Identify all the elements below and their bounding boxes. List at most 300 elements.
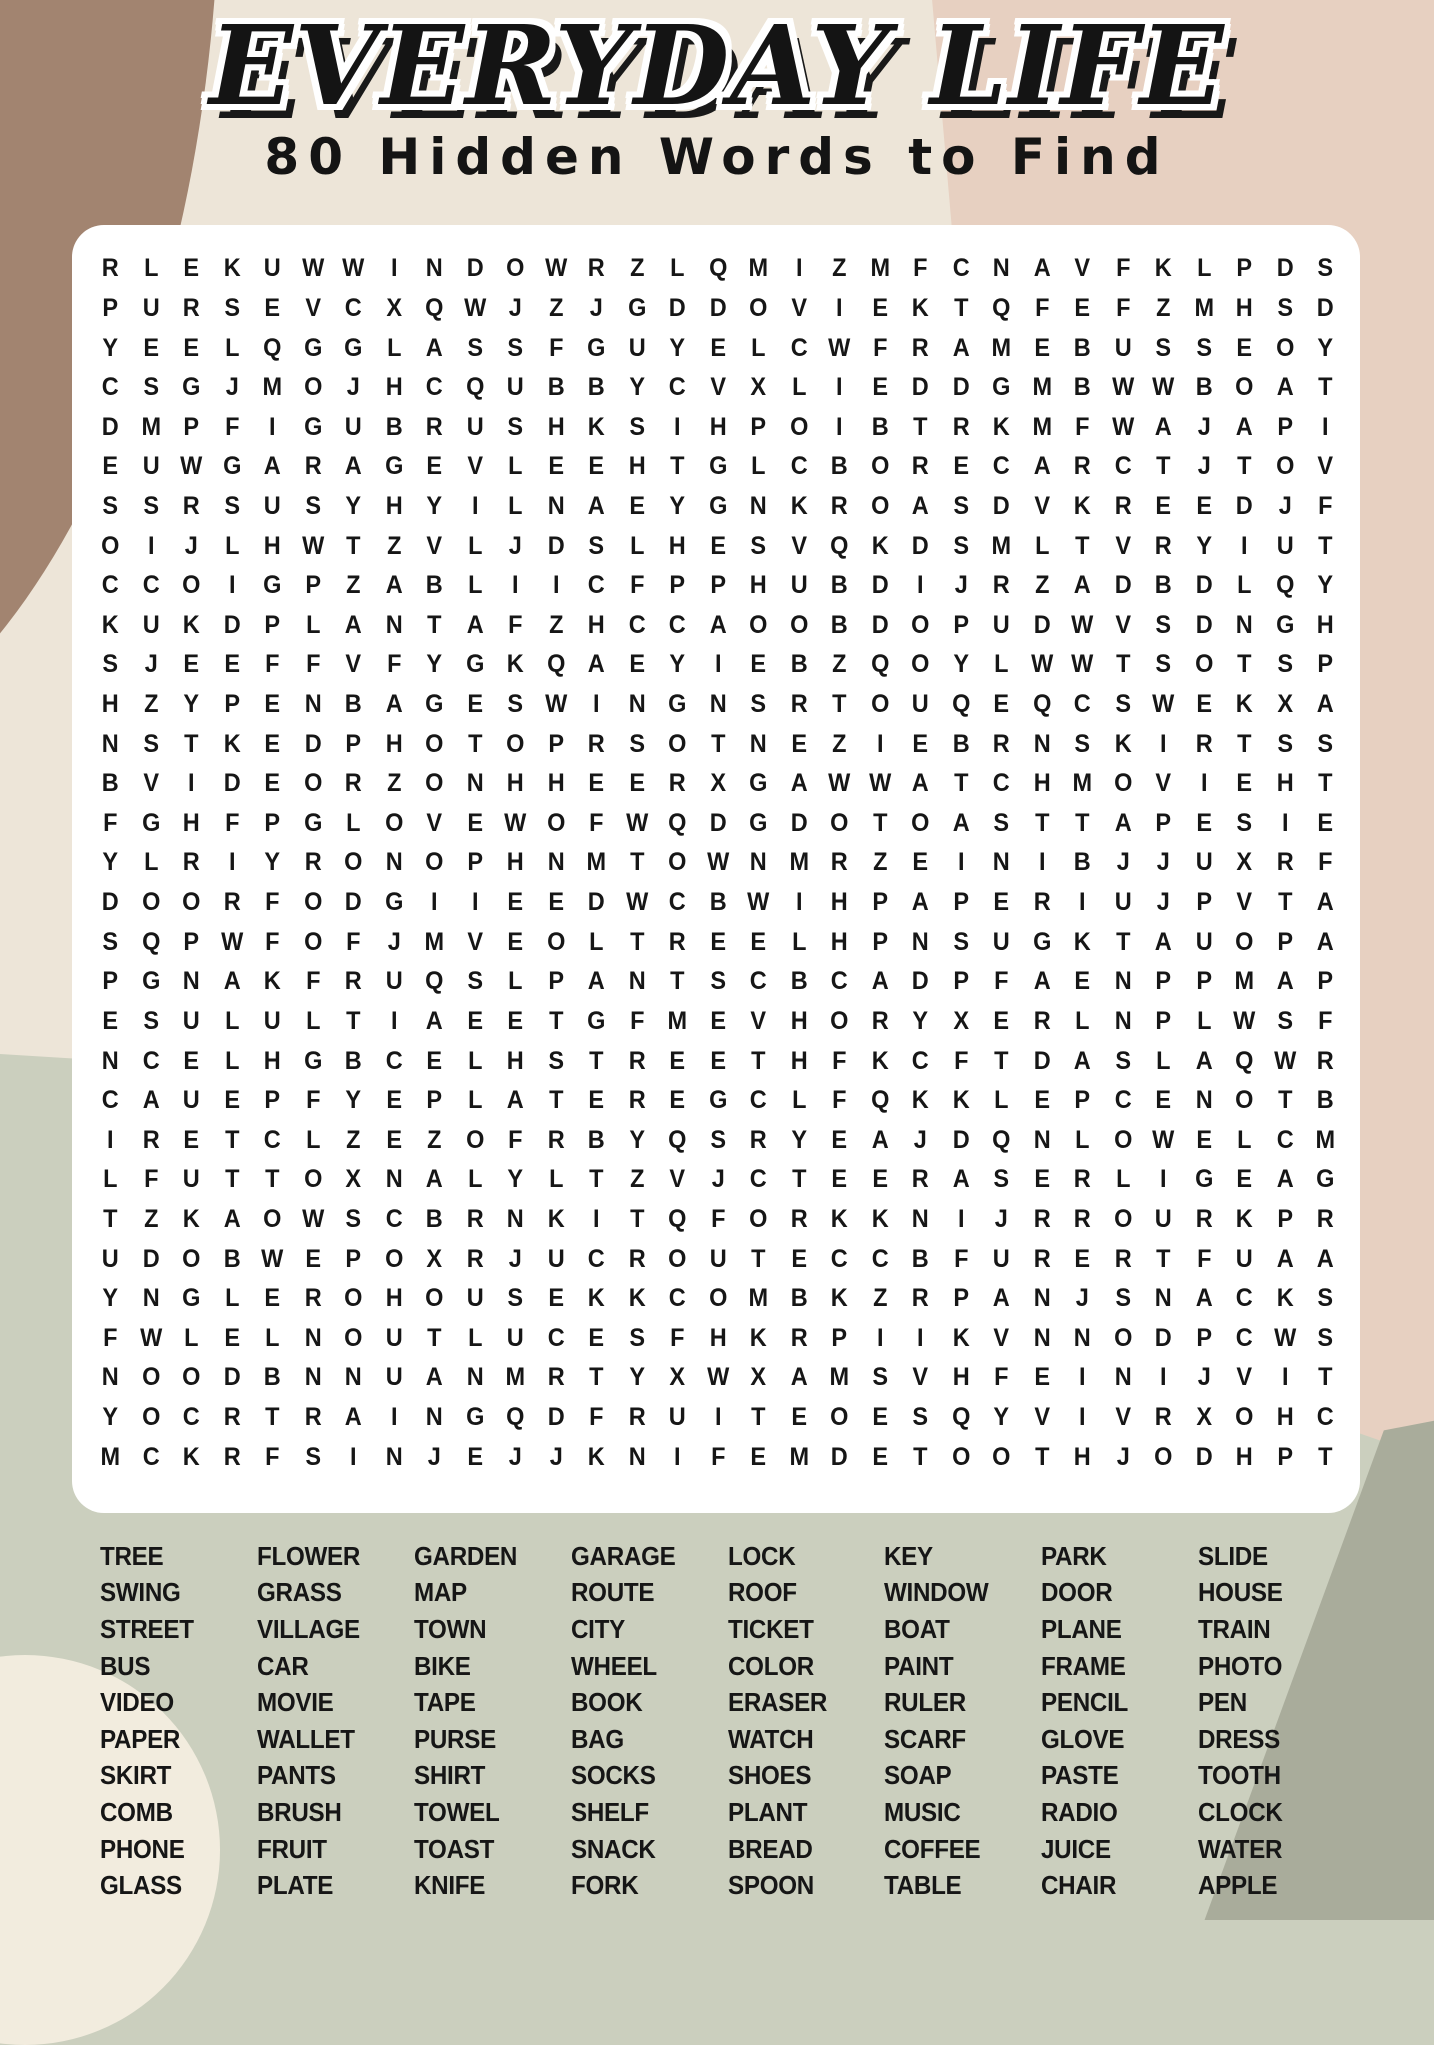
- grid-letter[interactable]: T: [1034, 1442, 1050, 1471]
- grid-letter[interactable]: E: [467, 1006, 483, 1035]
- grid-letter[interactable]: E: [467, 1442, 483, 1471]
- grid-letter[interactable]: V: [912, 1363, 929, 1392]
- grid-letter[interactable]: S: [872, 1363, 888, 1392]
- grid-letter[interactable]: S: [223, 491, 240, 520]
- grid-letter[interactable]: P: [750, 412, 767, 441]
- grid-letter[interactable]: E: [872, 1165, 888, 1194]
- grid-letter[interactable]: Y: [629, 373, 645, 402]
- grid-letter[interactable]: B: [709, 888, 727, 917]
- grid-letter[interactable]: E: [669, 1046, 686, 1075]
- grid-letter[interactable]: K: [952, 1323, 970, 1352]
- grid-letter[interactable]: E: [142, 333, 159, 362]
- grid-letter[interactable]: P: [953, 967, 969, 996]
- grid-letter[interactable]: C: [385, 1205, 403, 1233]
- grid-letter[interactable]: H: [506, 769, 524, 798]
- grid-letter[interactable]: C: [385, 1046, 403, 1075]
- grid-letter[interactable]: A: [790, 1363, 808, 1392]
- grid-letter[interactable]: Y: [345, 1086, 362, 1115]
- grid-letter[interactable]: O: [911, 808, 930, 837]
- grid-letter[interactable]: O: [303, 888, 322, 917]
- grid-letter[interactable]: N: [1155, 1284, 1173, 1313]
- grid-letter[interactable]: T: [427, 610, 442, 639]
- grid-letter[interactable]: T: [1237, 452, 1252, 481]
- grid-letter[interactable]: R: [1033, 888, 1051, 917]
- grid-letter[interactable]: D: [912, 967, 930, 996]
- grid-letter[interactable]: E: [1196, 491, 1213, 520]
- grid-letter[interactable]: K: [790, 491, 808, 520]
- grid-letter[interactable]: S: [467, 967, 483, 996]
- grid-letter[interactable]: P: [1277, 927, 1294, 956]
- grid-letter[interactable]: H: [628, 452, 646, 481]
- grid-letter[interactable]: E: [386, 1086, 402, 1115]
- grid-letter[interactable]: Q: [425, 967, 444, 996]
- grid-letter[interactable]: R: [587, 254, 605, 283]
- grid-letter[interactable]: I: [228, 848, 236, 877]
- grid-letter[interactable]: X: [426, 1244, 443, 1273]
- grid-letter[interactable]: Q: [668, 1125, 687, 1154]
- grid-letter[interactable]: T: [751, 1046, 766, 1075]
- grid-letter[interactable]: I: [1281, 1363, 1289, 1392]
- grid-letter[interactable]: T: [913, 412, 928, 441]
- grid-letter[interactable]: X: [750, 373, 767, 402]
- grid-letter[interactable]: W: [625, 888, 649, 917]
- grid-letter[interactable]: D: [587, 888, 605, 917]
- grid-letter[interactable]: H: [1236, 293, 1254, 322]
- grid-letter[interactable]: H: [547, 769, 565, 798]
- grid-letter[interactable]: Y: [791, 1125, 807, 1154]
- grid-letter[interactable]: F: [953, 1244, 969, 1273]
- grid-letter[interactable]: L: [305, 610, 321, 639]
- grid-letter[interactable]: S: [507, 690, 524, 719]
- grid-letter[interactable]: E: [1196, 808, 1213, 837]
- grid-letter[interactable]: J: [508, 1244, 522, 1273]
- grid-letter[interactable]: N: [304, 690, 322, 719]
- grid-letter[interactable]: T: [710, 729, 726, 758]
- grid-letter[interactable]: K: [912, 1086, 930, 1115]
- grid-letter[interactable]: S: [993, 808, 1010, 837]
- grid-letter[interactable]: K: [182, 1442, 200, 1471]
- grid-letter[interactable]: F: [710, 1205, 726, 1233]
- grid-letter[interactable]: O: [1235, 1086, 1254, 1115]
- grid-letter[interactable]: K: [506, 650, 524, 679]
- grid-letter[interactable]: A: [1276, 967, 1294, 996]
- grid-letter[interactable]: M: [1032, 412, 1052, 441]
- grid-letter[interactable]: R: [912, 452, 930, 481]
- grid-letter[interactable]: T: [751, 1244, 766, 1273]
- grid-letter[interactable]: A: [142, 1086, 160, 1115]
- grid-letter[interactable]: I: [188, 769, 195, 798]
- grid-letter[interactable]: C: [344, 293, 362, 322]
- grid-letter[interactable]: R: [304, 1403, 322, 1432]
- grid-letter[interactable]: C: [993, 769, 1011, 798]
- grid-letter[interactable]: O: [182, 1363, 201, 1392]
- grid-letter[interactable]: O: [870, 690, 890, 719]
- grid-letter[interactable]: E: [912, 848, 929, 877]
- grid-letter[interactable]: V: [669, 1165, 686, 1194]
- grid-letter[interactable]: S: [1317, 1323, 1334, 1352]
- grid-letter[interactable]: A: [1155, 412, 1173, 441]
- grid-letter[interactable]: O: [830, 808, 849, 837]
- grid-letter[interactable]: I: [471, 888, 479, 917]
- grid-letter[interactable]: K: [1074, 927, 1092, 956]
- grid-letter[interactable]: T: [103, 1205, 118, 1233]
- grid-letter[interactable]: R: [547, 1125, 565, 1154]
- grid-letter[interactable]: G: [1316, 1165, 1335, 1194]
- grid-letter[interactable]: L: [143, 848, 158, 877]
- grid-letter[interactable]: O: [506, 729, 525, 758]
- grid-letter[interactable]: J: [508, 293, 522, 322]
- grid-letter[interactable]: K: [750, 1323, 767, 1352]
- grid-letter[interactable]: O: [263, 1205, 282, 1233]
- grid-letter[interactable]: T: [1278, 1086, 1293, 1115]
- grid-letter[interactable]: O: [384, 808, 404, 837]
- grid-letter[interactable]: K: [223, 254, 241, 283]
- grid-letter[interactable]: W: [544, 690, 568, 719]
- grid-letter[interactable]: W: [180, 452, 203, 481]
- grid-letter[interactable]: O: [668, 848, 687, 877]
- grid-letter[interactable]: N: [142, 1284, 160, 1313]
- grid-letter[interactable]: U: [1114, 333, 1132, 362]
- grid-letter[interactable]: N: [750, 729, 767, 758]
- grid-letter[interactable]: S: [1115, 690, 1131, 719]
- grid-letter[interactable]: P: [1236, 254, 1253, 283]
- grid-letter[interactable]: E: [791, 729, 807, 758]
- grid-letter[interactable]: Z: [346, 571, 361, 600]
- grid-letter[interactable]: A: [1074, 571, 1092, 600]
- grid-letter[interactable]: C: [668, 373, 686, 402]
- grid-letter[interactable]: S: [629, 729, 645, 758]
- grid-letter[interactable]: O: [708, 1284, 728, 1313]
- grid-letter[interactable]: D: [1236, 491, 1254, 520]
- grid-letter[interactable]: T: [589, 1046, 604, 1075]
- grid-letter[interactable]: E: [750, 650, 767, 679]
- grid-letter[interactable]: L: [1237, 1125, 1252, 1154]
- grid-letter[interactable]: D: [709, 808, 727, 837]
- grid-letter[interactable]: D: [871, 610, 889, 639]
- grid-letter[interactable]: E: [872, 1442, 888, 1471]
- grid-letter[interactable]: E: [1034, 1086, 1050, 1115]
- grid-letter[interactable]: F: [1318, 1006, 1333, 1035]
- grid-letter[interactable]: L: [751, 333, 766, 362]
- grid-letter[interactable]: A: [385, 571, 403, 600]
- grid-letter[interactable]: W: [1274, 1323, 1297, 1352]
- grid-letter[interactable]: F: [1115, 293, 1131, 322]
- grid-letter[interactable]: T: [751, 1403, 766, 1432]
- grid-letter[interactable]: Z: [1034, 571, 1050, 600]
- grid-letter[interactable]: Q: [708, 254, 728, 283]
- grid-letter[interactable]: E: [183, 1046, 200, 1075]
- grid-letter[interactable]: O: [951, 1442, 971, 1471]
- grid-letter[interactable]: H: [385, 729, 403, 758]
- grid-letter[interactable]: L: [1034, 531, 1050, 560]
- grid-letter[interactable]: T: [548, 1086, 564, 1115]
- grid-letter[interactable]: F: [953, 1046, 969, 1075]
- grid-letter[interactable]: N: [750, 491, 767, 520]
- grid-letter[interactable]: C: [750, 967, 767, 996]
- grid-letter[interactable]: I: [1281, 808, 1289, 837]
- grid-letter[interactable]: N: [101, 1046, 119, 1075]
- grid-letter[interactable]: T: [913, 1442, 928, 1471]
- grid-letter[interactable]: T: [224, 1165, 239, 1194]
- grid-letter[interactable]: T: [1278, 888, 1293, 917]
- grid-letter[interactable]: P: [710, 571, 726, 600]
- grid-letter[interactable]: E: [426, 1046, 443, 1075]
- grid-letter[interactable]: C: [668, 1284, 686, 1313]
- grid-letter[interactable]: N: [344, 1363, 362, 1392]
- grid-letter[interactable]: R: [1195, 1205, 1213, 1233]
- grid-letter[interactable]: S: [629, 412, 645, 441]
- grid-letter[interactable]: A: [466, 610, 484, 639]
- grid-letter[interactable]: J: [427, 1442, 441, 1471]
- grid-letter[interactable]: T: [1318, 373, 1333, 402]
- grid-letter[interactable]: B: [831, 610, 849, 639]
- grid-letter[interactable]: A: [223, 1205, 241, 1233]
- grid-letter[interactable]: T: [1318, 531, 1333, 560]
- grid-letter[interactable]: B: [344, 690, 362, 719]
- grid-letter[interactable]: T: [467, 729, 483, 758]
- grid-letter[interactable]: C: [425, 373, 443, 402]
- grid-letter[interactable]: J: [144, 650, 158, 679]
- grid-letter[interactable]: S: [912, 1403, 929, 1432]
- grid-letter[interactable]: N: [101, 1363, 119, 1392]
- grid-letter[interactable]: N: [385, 610, 403, 639]
- grid-letter[interactable]: R: [223, 1403, 241, 1432]
- grid-letter[interactable]: W: [261, 1244, 284, 1273]
- grid-letter[interactable]: H: [709, 412, 727, 441]
- grid-letter[interactable]: T: [832, 690, 847, 719]
- grid-letter[interactable]: A: [1276, 1165, 1294, 1194]
- grid-letter[interactable]: I: [593, 690, 600, 719]
- grid-letter[interactable]: T: [1318, 769, 1333, 798]
- grid-letter[interactable]: G: [384, 452, 404, 481]
- grid-letter[interactable]: S: [710, 1125, 726, 1154]
- grid-letter[interactable]: C: [1236, 1323, 1254, 1352]
- grid-letter[interactable]: Z: [548, 293, 564, 322]
- grid-letter[interactable]: A: [952, 333, 970, 362]
- grid-letter[interactable]: U: [993, 1244, 1011, 1273]
- grid-letter[interactable]: T: [589, 1363, 604, 1392]
- grid-letter[interactable]: C: [750, 1165, 767, 1194]
- grid-letter[interactable]: R: [466, 1205, 484, 1233]
- grid-letter[interactable]: J: [1157, 848, 1171, 877]
- grid-letter[interactable]: U: [1114, 888, 1132, 917]
- grid-letter[interactable]: T: [670, 967, 685, 996]
- grid-letter[interactable]: H: [1317, 610, 1335, 639]
- grid-letter[interactable]: V: [345, 650, 362, 679]
- grid-letter[interactable]: N: [304, 1363, 322, 1392]
- grid-letter[interactable]: S: [102, 650, 119, 679]
- grid-letter[interactable]: A: [263, 452, 281, 481]
- grid-letter[interactable]: C: [587, 1244, 605, 1273]
- grid-letter[interactable]: I: [876, 1323, 884, 1352]
- grid-letter[interactable]: U: [628, 333, 646, 362]
- grid-letter[interactable]: X: [345, 1165, 362, 1194]
- grid-letter[interactable]: M: [424, 927, 445, 956]
- grid-letter[interactable]: M: [748, 254, 769, 283]
- grid-letter[interactable]: O: [992, 1442, 1011, 1471]
- grid-letter[interactable]: R: [223, 1442, 241, 1471]
- grid-letter[interactable]: T: [629, 1205, 645, 1233]
- grid-letter[interactable]: E: [1074, 1244, 1091, 1273]
- grid-letter[interactable]: F: [670, 1323, 685, 1352]
- grid-letter[interactable]: L: [1237, 571, 1252, 600]
- grid-letter[interactable]: P: [1155, 1006, 1172, 1035]
- grid-letter[interactable]: S: [1196, 333, 1213, 362]
- grid-letter[interactable]: D: [1195, 1442, 1213, 1471]
- grid-letter[interactable]: J: [1197, 412, 1211, 441]
- grid-letter[interactable]: H: [1276, 769, 1294, 798]
- grid-letter[interactable]: J: [711, 1165, 725, 1194]
- grid-letter[interactable]: R: [628, 1046, 646, 1075]
- grid-letter[interactable]: L: [1075, 1006, 1090, 1035]
- grid-letter[interactable]: A: [1033, 967, 1051, 996]
- grid-letter[interactable]: H: [182, 808, 200, 837]
- grid-letter[interactable]: M: [1315, 1125, 1336, 1154]
- grid-letter[interactable]: P: [872, 927, 888, 956]
- grid-letter[interactable]: W: [544, 254, 568, 283]
- grid-letter[interactable]: N: [709, 690, 727, 719]
- grid-letter[interactable]: C: [142, 1046, 160, 1075]
- grid-letter[interactable]: W: [625, 808, 649, 837]
- grid-letter[interactable]: R: [1195, 729, 1213, 758]
- grid-letter[interactable]: T: [184, 729, 199, 758]
- grid-letter[interactable]: I: [957, 848, 965, 877]
- grid-letter[interactable]: C: [182, 1403, 200, 1432]
- grid-letter[interactable]: D: [790, 808, 808, 837]
- grid-letter[interactable]: Q: [951, 1403, 971, 1432]
- grid-letter[interactable]: M: [586, 848, 607, 877]
- grid-letter[interactable]: T: [427, 1323, 442, 1352]
- grid-letter[interactable]: U: [263, 1006, 281, 1035]
- grid-letter[interactable]: O: [1114, 1125, 1133, 1154]
- grid-letter[interactable]: C: [1074, 690, 1092, 719]
- grid-letter[interactable]: V: [1074, 254, 1091, 283]
- grid-letter[interactable]: T: [1318, 1442, 1333, 1471]
- grid-letter[interactable]: S: [1277, 729, 1294, 758]
- grid-letter[interactable]: R: [1033, 1205, 1051, 1233]
- grid-letter[interactable]: U: [912, 690, 930, 719]
- grid-letter[interactable]: E: [1317, 808, 1334, 837]
- grid-letter[interactable]: N: [385, 1165, 403, 1194]
- grid-letter[interactable]: S: [1236, 808, 1253, 837]
- grid-letter[interactable]: E: [223, 1323, 240, 1352]
- grid-letter[interactable]: V: [1236, 1363, 1253, 1392]
- grid-letter[interactable]: O: [303, 927, 322, 956]
- grid-letter[interactable]: P: [1277, 412, 1294, 441]
- grid-letter[interactable]: F: [265, 888, 280, 917]
- grid-letter[interactable]: N: [1033, 1284, 1051, 1313]
- grid-letter[interactable]: U: [668, 1403, 686, 1432]
- grid-letter[interactable]: B: [1317, 1086, 1335, 1115]
- grid-letter[interactable]: Y: [102, 333, 119, 362]
- grid-letter[interactable]: G: [627, 293, 647, 322]
- grid-letter[interactable]: T: [589, 1165, 604, 1194]
- grid-letter[interactable]: P: [223, 690, 240, 719]
- grid-letter[interactable]: L: [994, 650, 1009, 679]
- grid-letter[interactable]: E: [264, 1284, 281, 1313]
- grid-letter[interactable]: O: [911, 650, 930, 679]
- grid-letter[interactable]: T: [791, 1165, 807, 1194]
- grid-letter[interactable]: W: [342, 254, 365, 283]
- grid-letter[interactable]: Z: [143, 1205, 158, 1233]
- grid-letter[interactable]: D: [912, 373, 930, 402]
- grid-letter[interactable]: E: [102, 1006, 119, 1035]
- grid-letter[interactable]: W: [139, 1323, 162, 1352]
- grid-letter[interactable]: N: [1033, 1125, 1051, 1154]
- grid-letter[interactable]: P: [1317, 650, 1334, 679]
- grid-letter[interactable]: E: [872, 1403, 888, 1432]
- grid-letter[interactable]: R: [466, 1244, 484, 1273]
- grid-letter[interactable]: D: [223, 610, 241, 639]
- grid-letter[interactable]: S: [102, 491, 119, 520]
- grid-letter[interactable]: E: [467, 808, 483, 837]
- grid-letter[interactable]: I: [1079, 1403, 1086, 1432]
- grid-letter[interactable]: A: [709, 610, 727, 639]
- grid-letter[interactable]: Z: [629, 1165, 645, 1194]
- grid-letter[interactable]: B: [831, 571, 849, 600]
- grid-letter[interactable]: O: [1235, 1403, 1254, 1432]
- grid-letter[interactable]: O: [465, 1125, 485, 1154]
- grid-letter[interactable]: T: [953, 293, 969, 322]
- grid-letter[interactable]: H: [1276, 1403, 1294, 1432]
- grid-letter[interactable]: N: [466, 1363, 484, 1392]
- grid-letter[interactable]: D: [912, 531, 930, 560]
- grid-letter[interactable]: E: [1236, 769, 1253, 798]
- grid-letter[interactable]: O: [749, 1205, 768, 1233]
- grid-letter[interactable]: F: [1318, 848, 1333, 877]
- grid-letter[interactable]: D: [1195, 610, 1213, 639]
- grid-letter[interactable]: Z: [832, 729, 847, 758]
- grid-letter[interactable]: S: [1277, 293, 1294, 322]
- grid-letter[interactable]: B: [385, 412, 403, 441]
- grid-letter[interactable]: X: [386, 293, 402, 322]
- grid-letter[interactable]: S: [142, 1006, 159, 1035]
- grid-letter[interactable]: O: [344, 848, 363, 877]
- grid-letter[interactable]: L: [1156, 1046, 1171, 1075]
- grid-letter[interactable]: D: [142, 1244, 160, 1273]
- grid-letter[interactable]: U: [506, 373, 524, 402]
- grid-letter[interactable]: U: [142, 610, 160, 639]
- grid-letter[interactable]: W: [504, 808, 527, 837]
- grid-letter[interactable]: Y: [953, 650, 969, 679]
- grid-letter[interactable]: L: [467, 531, 483, 560]
- grid-letter[interactable]: E: [791, 1403, 807, 1432]
- grid-letter[interactable]: B: [587, 1125, 605, 1154]
- grid-letter[interactable]: K: [1236, 690, 1254, 719]
- grid-letter[interactable]: P: [669, 571, 686, 600]
- grid-letter[interactable]: G: [141, 808, 160, 837]
- grid-letter[interactable]: P: [102, 293, 119, 322]
- grid-letter[interactable]: R: [1276, 848, 1294, 877]
- grid-letter[interactable]: B: [223, 1244, 241, 1273]
- grid-letter[interactable]: J: [1157, 888, 1171, 917]
- grid-letter[interactable]: Q: [1235, 1046, 1254, 1075]
- grid-letter[interactable]: F: [265, 650, 280, 679]
- grid-letter[interactable]: V: [1155, 769, 1172, 798]
- grid-letter[interactable]: K: [587, 412, 605, 441]
- grid-letter[interactable]: L: [305, 1006, 321, 1035]
- grid-letter[interactable]: V: [1115, 1403, 1131, 1432]
- grid-letter[interactable]: O: [1235, 927, 1254, 956]
- grid-letter[interactable]: H: [385, 373, 403, 402]
- grid-letter[interactable]: A: [1236, 412, 1254, 441]
- grid-letter[interactable]: R: [790, 690, 808, 719]
- grid-letter[interactable]: O: [789, 610, 809, 639]
- grid-letter[interactable]: G: [425, 690, 444, 719]
- grid-letter[interactable]: E: [1236, 1165, 1253, 1194]
- grid-letter[interactable]: L: [467, 1323, 483, 1352]
- grid-letter[interactable]: L: [589, 927, 604, 956]
